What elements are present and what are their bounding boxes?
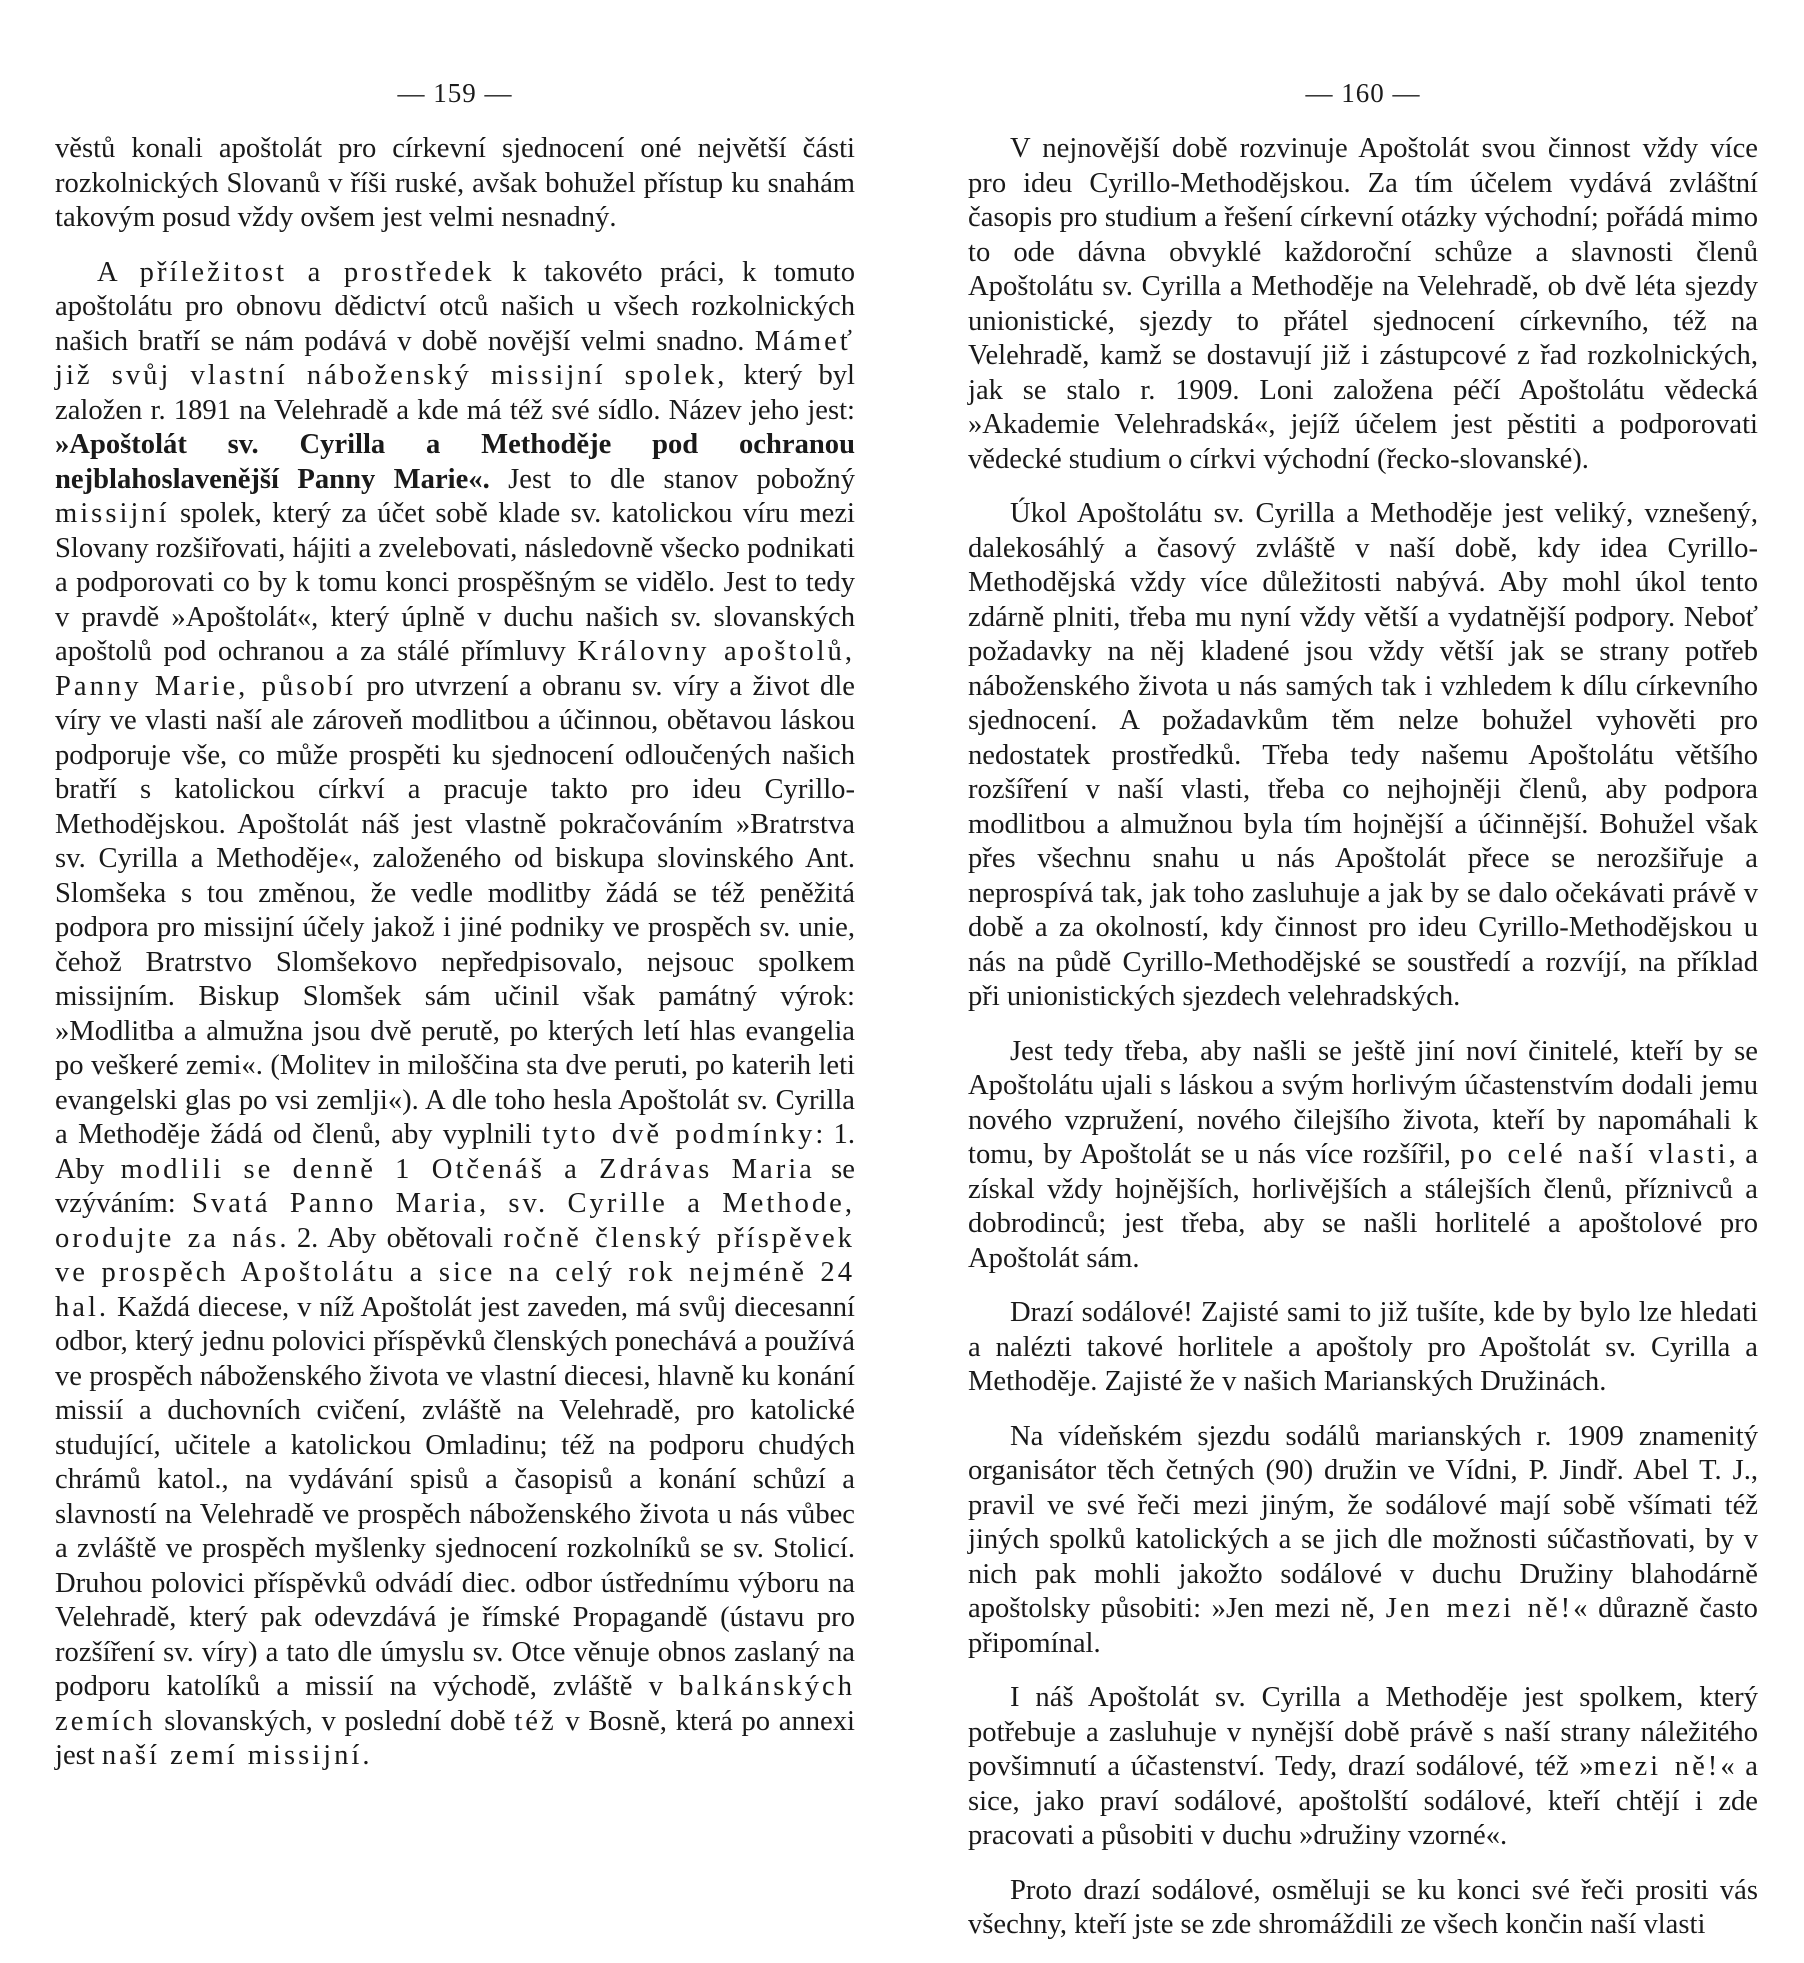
spaced-text: naší zemí missijní	[101, 1740, 363, 1771]
text-run: I náš Apoštolát sv. Cyrilla a Methoděje jest spolkem, který potřebuje a zasluhuje v nynější době právě s naší strany náležitého povšimnutí a účastenství. Tedy, drazí sodálové, též »	[968, 1682, 1758, 1782]
text-run: « a sice, jako praví sodálové, apoštolští sodálové, kteří chtějí i zde pracovati a působiti v duchu »družiny vzorné«.	[968, 1751, 1758, 1851]
spaced-text: A příležitost a prostředek	[97, 256, 495, 288]
paragraph: Proto drazí sodálové, osměluji se ku konci své řeči prositi vás všechny, kteří jste se zde shromáždili ze všech končin naší vlasti	[968, 1874, 1758, 1940]
text-run: spolek, který za účet sobě klade sv. katolickou víru mezi Slovany rozšiřovati, hájiti a zvelebovati, následovně všecko podnikati a podporovati co by k tomu konci prospěšným se vidělo. Jest to tedy v pravdě »Apoštolát«, který úplně v duchu našich sv. slovanských apoštolů pod ochranou a za stálé přímluvy	[55, 498, 855, 667]
paragraph	[968, 1420, 1758, 1662]
paragraph: Úkol Apoštolátu sv. Cyrilla a Methoděje jest veliký, vznešený, dalekosáhlý a časový zvláště v naší době, kdy idea Cyrillo-Methodějská vždy více důležitosti nabývá. Aby mohl úkol tento zdárně plniti, třeba mu nyní vždy větší a vydatnější podpory. Neboť požadavky na něj kladené jsou vždy větší jak se strany potřeb náboženského života u nás samých tak i vzhledem k dílu církevního sjednocení. A požadavkům těm nelze bohužel vyhověti pro nedostatek prostředků. Třeba tedy našemu Apoštolátu většího rozšíření v naší vlasti, třeba co nejhojněji členů, aby podpora modlitbou a almužnou byla tím hojnější a účinnější. Bohužel však přes všechnu snahu u nás Apoštolát přece se nerozšiřuje a neprospívá tak, jak toho zasluhuje a jak by se dalo očekávati právě v době a za okolností, kdy činnost pro ideu Cyrillo-Methodějskou u nás na půdě Cyrillo-Methodějské se soustředí a rozvíjí, na příklad při unionistických sjezdech velehradských.	[968, 498, 1758, 1012]
spaced-text: missijní	[55, 498, 170, 529]
text-run: v Bosně, která po annexi jest	[55, 1705, 855, 1771]
text-run: se vzýváním:	[55, 1153, 855, 1219]
text-run: : 1. Aby	[55, 1119, 855, 1185]
text-run: .	[362, 1740, 370, 1771]
spaced-text: Královny apoštolů, Panny Marie, působí	[55, 636, 856, 702]
paragraph: Drazí sodálové! Zajisté sami to již tušíte, kde by bylo lze hledati a nalézti takové horlitele a apoštoly pro Apoštolát sv. Cyrilla a Methoděje. Zajisté že v našich Marianských Družinách.	[968, 1297, 1758, 1397]
text-run: , a získal vždy hojnějších, horlivějších a stálejších členů, příznivců a dobrodinců; jest třeba, aby se našli horlitelé a apoštolové pro Apoštolát sám.	[968, 1139, 1758, 1274]
text-run: Jest tedy třeba, aby našli se ještě jiní noví činitelé, kteří by se Apoštolátu ujali s láskou a svým horlivým účastenstvím dodali jemu nového vzpružení, nového čilejšího života, kteří by napomáhali k tomu, by Apoštolát se u nás více rozšířil,	[968, 1035, 1758, 1170]
bold-title: »Apoštolát sv. Cyrilla a Methoděje pod ochranou nejblahoslavenější Panny Marie«.	[55, 429, 855, 495]
spaced-text: Svatá Panno Maria, sv. Cyrille a Methode, orodujte za nás	[55, 1188, 855, 1254]
spaced-text: též	[514, 1705, 557, 1737]
spaced-text: tyto dvě podmínky	[542, 1119, 816, 1150]
text-run: slovanských, v poslední době	[155, 1705, 515, 1737]
paragraph	[55, 256, 855, 1774]
text-run: který byl založen r. 1891 na Velehradě a kde má též své sídlo. Název jeho jest:	[55, 360, 856, 426]
paragraph: věstů konali apoštolát pro církevní sjednocení oné největší části rozkolnických Slovanů v říši ruské, avšak bohužel přístup ku snahám takovým posud vždy ovšem jest velmi nesnadný.	[55, 133, 855, 233]
left-page	[55, 0, 856, 1771]
text-run: k takovéto práci, k tomuto apoštolátu pro obnovu dědictví otců našich u všech rozkolnických našich bratří se nám podává v době novější velmi snadno.	[55, 256, 855, 357]
right-page	[968, 0, 1758, 1940]
spaced-text: modlili se denně 1 Otčenáš a Zdrávas Maria	[120, 1153, 815, 1185]
paragraph	[968, 1035, 1758, 1277]
spaced-text: po celé naší vlasti	[1460, 1139, 1729, 1170]
spaced-text: Mámeť již svůj vlastní náboženský missijní spolek,	[55, 325, 855, 391]
text-run: « důrazně často připomínal.	[968, 1593, 1758, 1659]
spaced-text: balkánských zemích	[55, 1671, 855, 1737]
text-run: Každá diecese, v níž Apoštolát jest zaveden, má svůj diecesanní odbor, který jednu polovici příspěvků členských ponechává a používá ve prospěch náboženského života ve vlastní diecesi, hlavně ku konání missií a duchovních cvičení, zvláště na Velehradě, pro katolické studující, učitele a katolickou Omladinu; též na podporu chudých chrámů katol., na vydávání spisů a časopisů a konání schůzí a slavností na Velehradě ve prospěch náboženského života u nás vůbec a zvláště ve prospěch myšlenky sjednocení rozkolníků se sv. Stolicí. Druhou polovici příspěvků odvádí diec. odbor ústřednímu výboru na Velehradě, který pak odevzdává je římské Propagandě (ústavu pro rozšíření sv. víry) a tato dle úmyslu sv. Otce věnuje obnos zaslaný na podporu katolíků a missií na východě, zvláště v	[55, 1291, 855, 1702]
spaced-text: mezi ně!	[1593, 1751, 1721, 1782]
spaced-text: Jen mezi ně!	[1385, 1593, 1574, 1624]
page-number: — 159 —	[397, 78, 513, 108]
text-run: Na vídeňském sjezdu sodálů marianských r. 1909 znamenitý organisátor těch četných (90) družin ve Vídni, P. Jindř. Abel T. J., pravil ve své řeči mezi jiným, že sodálové mají sobě všímati též jiných spolků katolických a se jich dle možnosti súčastňovati, by v nich pak mohli jakožto sodálové v duchu Družiny blahodárně apoštolsky působiti: »Jen mezi ně,	[968, 1420, 1758, 1624]
page-body	[55, 132, 855, 1794]
spaced-text: ročně členský příspěvek ve prospěch Apoštolátu a sice na celý rok nejméně 24 hal.	[55, 1222, 855, 1323]
text-run: Jest to dle stanov pobožný	[489, 463, 855, 495]
text-run: pro utvrzení a obranu sv. víry a život dle víry ve vlasti naší ale zároveň modlitbou a účinnou, obětavou láskou podporuje vše, co může prospěti ku sjednocení odloučených našich bratří s katolickou církví a pracuje takto pro ideu Cyrillo-Methodějskou. Apoštolát náš jest vlastně pokračováním »Bratrstva sv. Cyrilla a Methoděje«, založeného od biskupa slovinského Ant. Slomšeka s tou změnou, že vedle modlitby žádá se též peněžitá podpora pro missijní účely jakož i jiné podniky ve prospěch sv. unie, čehož Bratrstvo Slomšekovo nepředpisovalo, nejsouc spolkem missijním. Biskup Slomšek sám učinil však památný výrok: »Modlitba a almužna jsou dvě perutě, po kterých letí hlas evangelia po veškeré zemi«. (Molitev in miloščina sta dve peruti, po katerih leti evangelski glas po vsi zemlji«). A dle toho hesla Apoštolát sv. Cyrilla a Methoděje žádá od členů, aby vyplnili	[55, 670, 855, 1150]
paragraph: V nejnovější době rozvinuje Apoštolát svou činnost vždy více pro ideu Cyrillo-Methodějskou. Za tím účelem vydává zvláštní časopis pro studium a řešení církevní otázky východní; pořádá mimo to ode dávna obvyklé každoroční schůze a slavnosti členů Apoštolátu sv. Cyrilla a Methoděje na Velehradě, ob dvě léta sjezdy unionistické, sjezdy to přátel sjednocení církevního, též na Velehradě, kamž se dostavují již i zástupcové z řad rozkolnických, jak se stalo r. 1909. Loni založena péčí Apoštolátu vědecká »Akademie Velehradská«, jejíž účelem jest pěstiti a podporovati vědecké studium o církvi východní (řecko-slovanské).	[968, 133, 1758, 475]
text-run: . 2. Aby obětovali	[279, 1222, 504, 1254]
page-body	[968, 132, 1758, 1963]
page-number: — 160 —	[1305, 78, 1421, 108]
paragraph	[968, 1681, 1758, 1854]
